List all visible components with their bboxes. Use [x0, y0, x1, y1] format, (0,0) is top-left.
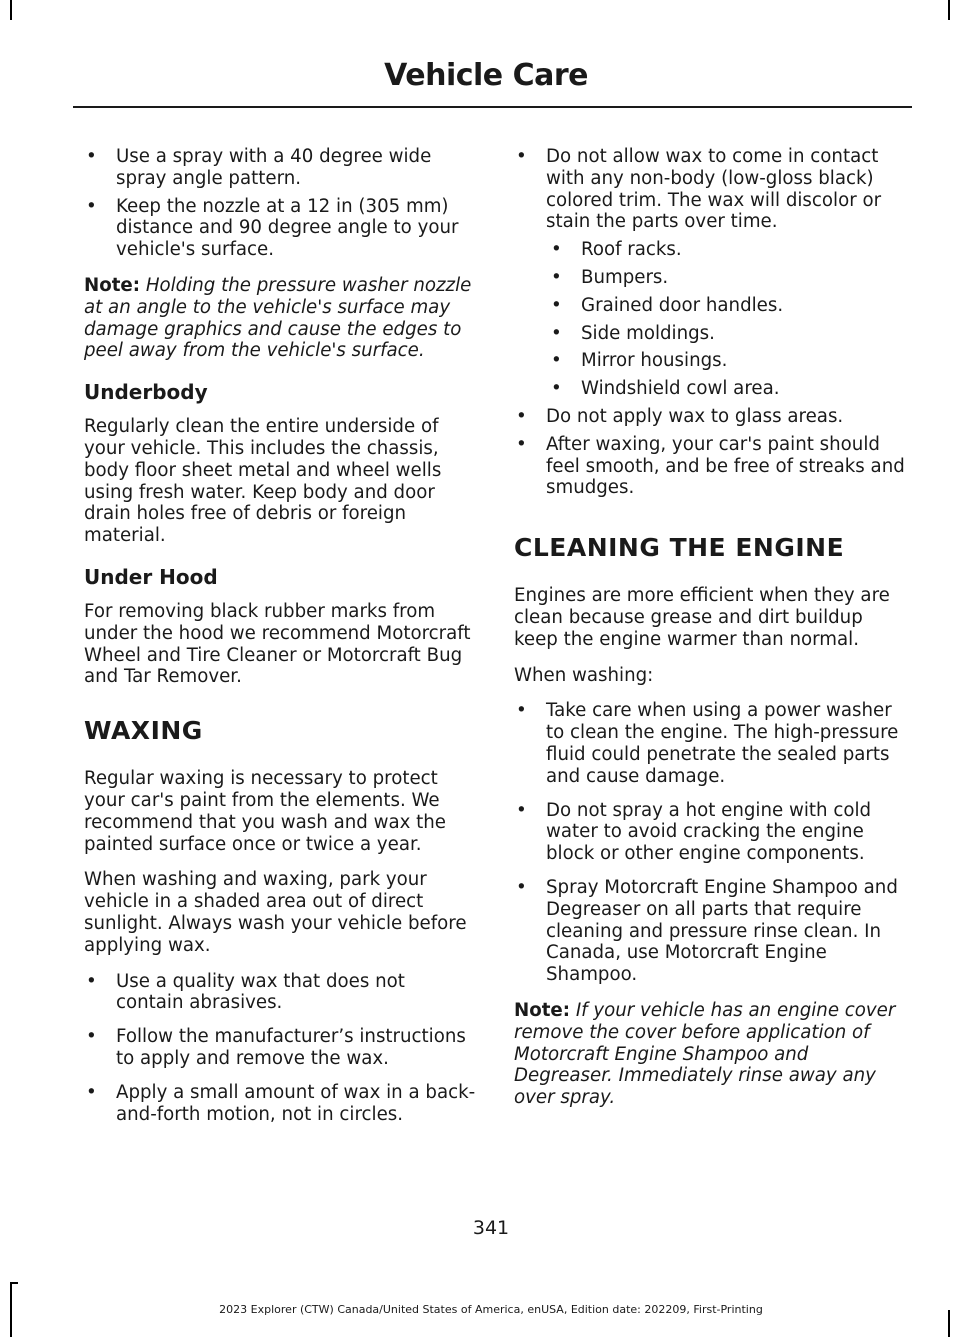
- crop-mark: [10, 1282, 18, 1284]
- list-item: • Keep the nozzle at a 12 in (305 mm) distance and 90 degree angle to your vehicle's surface.: [86, 195, 459, 261]
- header-divider: [73, 106, 912, 108]
- list-item: • Use a spray with a 40 degree wide spray angle pattern.: [86, 146, 432, 189]
- sub-list-item: • Bumpers.: [551, 266, 669, 288]
- paragraph: When washing:: [514, 664, 654, 686]
- sub-list-item: • Roof racks.: [551, 239, 682, 261]
- list-item: • Do not apply wax to glass areas.: [516, 405, 844, 427]
- paragraph: Engines are more efficient when they are clean because grease and dirt buildup keep the engine warmer than normal.: [514, 585, 890, 650]
- paragraph: When washing and waxing, park your vehicle in a shaded area out of direct sunlight. Always wash your vehicle before applying wax.: [84, 869, 467, 956]
- section-heading-underbody: Underbody: [84, 380, 208, 405]
- paragraph: Regularly clean the entire underside of your vehicle. This includes the chassis, body floor sheet metal and wheel wells using fresh water. Keep body and door drain holes free of debris or foreign material.: [84, 416, 442, 547]
- list-item: • Take care when using a power washer to clean the engine. The high-pressure fluid could penetrate the sealed parts and cause damage.: [516, 700, 899, 787]
- list-item: • Apply a small amount of wax in a back-and-forth motion, not in circles.: [86, 1081, 476, 1125]
- section-heading-under-hood: Under Hood: [84, 564, 218, 589]
- right-column: [514, 146, 908, 1123]
- list-item: • Spray Motorcraft Engine Shampoo and Degreaser on all parts that require cleaning and pressure rinse clean. In Canada, use Motorcraft Engine Shampoo.: [516, 876, 898, 986]
- crop-mark: [10, 0, 12, 20]
- note: Note: If your vehicle has an engine cover remove the cover before application of Motorcraft Engine Shampoo and Degreaser. Immediately rinse away any over spray.: [514, 999, 896, 1109]
- section-heading-waxing: WAXING: [84, 716, 203, 746]
- list-item: • After waxing, your car's paint should feel smooth, and be free of streaks and smudges.: [516, 433, 905, 499]
- list-item: • Do not allow wax to come in contact with any non-body (low-gloss black) colored trim. The wax will discolor or stain the parts over time.: [516, 146, 882, 233]
- page-title: Vehicle Care: [384, 58, 588, 93]
- left-column: [84, 146, 476, 1131]
- list-item: • Do not spray a hot engine with cold water to avoid cracking the engine block or other engine components.: [516, 799, 872, 865]
- footer-edition-text: 2023 Explorer (CTW) Canada/United States of America, enUSA, Edition date: 202209, First-Printing: [219, 1303, 763, 1316]
- paragraph: Regular waxing is necessary to protect your car's paint from the elements. We recommend that you wash and wax the painted surface once or twice a year.: [84, 768, 447, 855]
- section-heading-cleaning-engine: CLEANING THE ENGINE: [514, 533, 845, 563]
- crop-mark: [948, 0, 950, 20]
- note: Note: Holding the pressure washer nozzle at an angle to the vehicle's surface may damage graphics and cause the edges to peel away from the vehicle's surface.: [84, 274, 472, 362]
- list-item: • Use a quality wax that does not contain abrasives.: [86, 970, 405, 1014]
- sub-list-item: • Side moldings.: [551, 322, 715, 344]
- page-number: 341: [472, 1217, 510, 1239]
- sub-list-item: • Windshield cowl area.: [551, 378, 780, 400]
- list-item: • Follow the manufacturer’s instructions to apply and remove the wax.: [86, 1026, 466, 1069]
- paragraph: For removing black rubber marks from under the hood we recommend Motorcraft Wheel and Tire Cleaner or Motorcraft Bug and Tar Remover.: [84, 600, 471, 688]
- sub-list-item: • Mirror housings.: [551, 350, 728, 372]
- sub-list-item: • Grained door handles.: [551, 294, 784, 316]
